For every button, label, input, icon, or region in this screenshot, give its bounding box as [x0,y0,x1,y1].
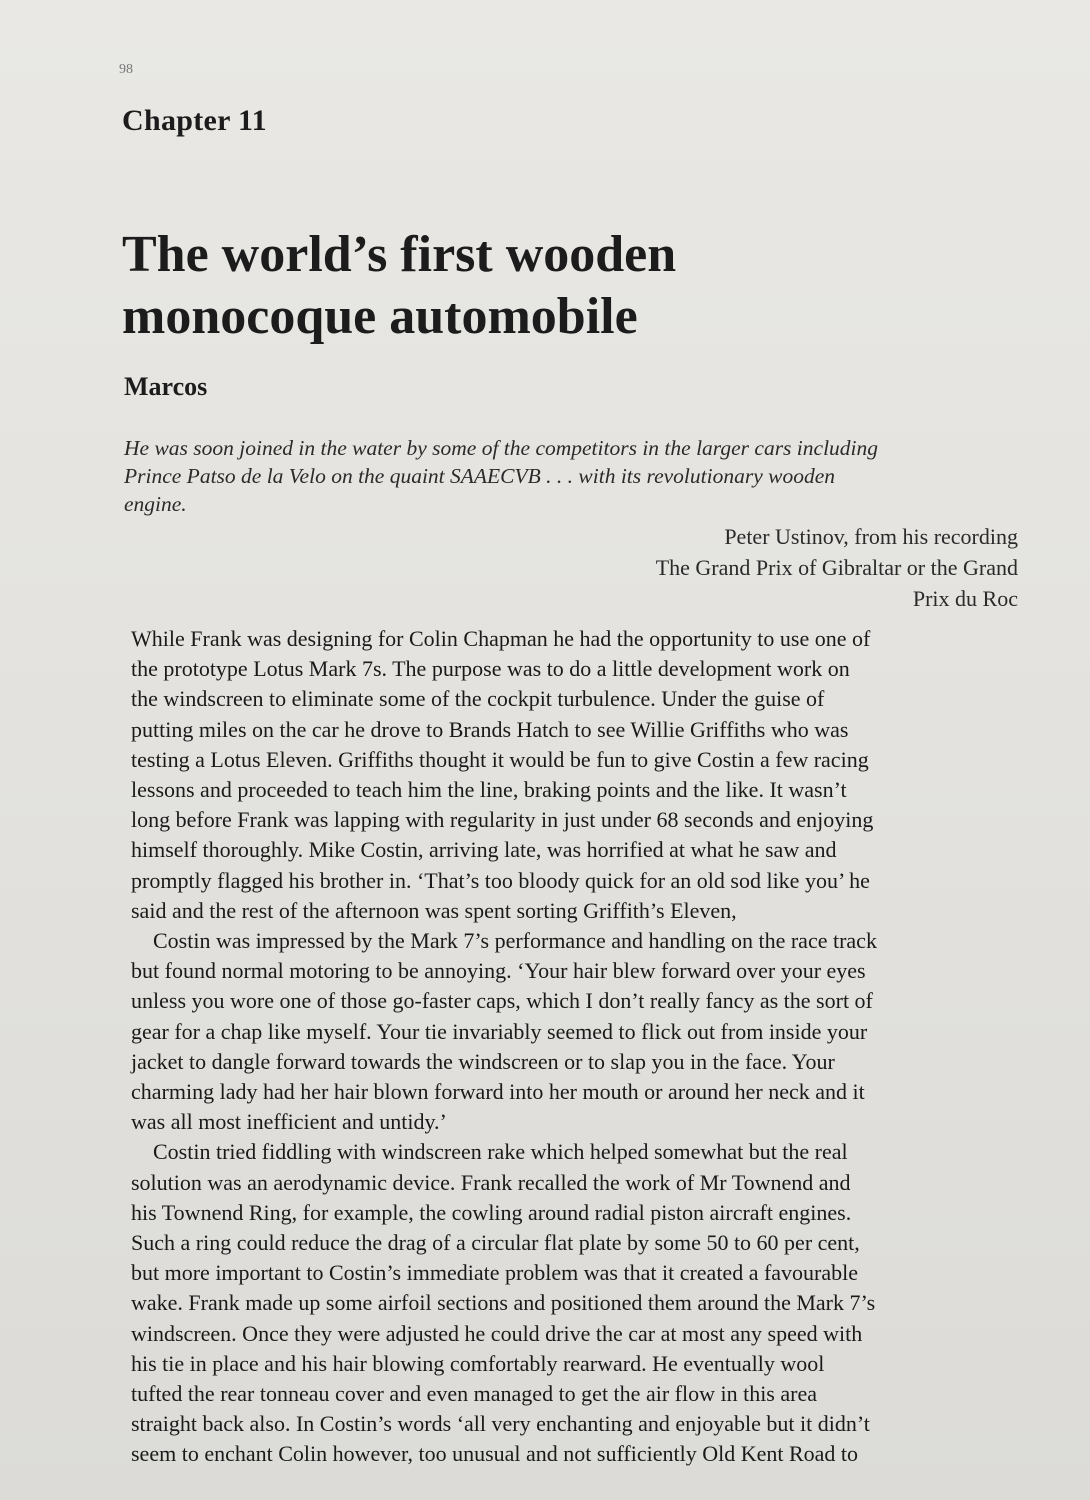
text-line: Costin was impressed by the Mark 7’s performance and handling on the race track [153,928,877,954]
text-line: but more important to Costin’s immediate problem was that it created a favourable [131,1260,859,1286]
text-line: testing a Lotus Eleven. Griffiths thought it would be fun to give Costin a few racing [131,746,869,772]
epigraph-attribution [656,521,1018,614]
text-line: seem to enchant Colin however, too unusual and not sufficiently Old Kent Road to [131,1441,859,1467]
text-line: promptly flagged his brother in. ‘That’s too bloody quick for an old sod like you’ he [131,867,870,893]
text-line: charming lady had her hair blown forward into her mouth or around her neck and it [131,1079,865,1105]
epigraph [124,434,1024,518]
body-text [131,624,1031,1470]
epigraph-line: Prince Patso de la Velo on the quaint SAAECVB . . . with its revolutionary wooden [124,464,836,488]
text-line: unless you wore one of those go-faster caps, which I don’t really fancy as the sort of [131,988,873,1014]
text-line: While Frank was designing for Colin Chapman he had the opportunity to use one of [131,626,871,651]
text-line: long before Frank was lapping with regularity in just under 68 seconds and enjoying [131,807,874,833]
text-line: the windscreen to eliminate some of the cockpit turbulence. Under the guise of [131,686,825,712]
text-line: himself thoroughly. Mike Costin, arriving late, was horrified at what he saw and [131,837,837,863]
paragraph-2 [131,926,1031,1137]
text-line: was all most inefficient and untidy.’ [131,1109,447,1135]
section-name: Marcos [124,372,208,401]
attribution-line: Peter Ustinov, from his recording [724,524,1018,549]
text-line: but found normal motoring to be annoying. ‘Your hair blew forward over your eyes [131,958,866,984]
paragraph-3 [131,1137,1031,1469]
text-line: the prototype Lotus Mark 7s. The purpose was to do a little development work on [131,656,850,682]
paragraph-1 [131,624,1031,926]
text-line: wake. Frank made up some airfoil sections and positioned them around the Mark 7’s [131,1290,876,1316]
attribution-line: Prix du Roc [912,586,1018,611]
epigraph-line: He was soon joined in the water by some of the competitors in the larger cars including [124,436,879,460]
text-line: solution was an aerodynamic device. Frank recalled the work of Mr Townend and [131,1169,851,1195]
text-line: windscreen. Once they were adjusted he could drive the car at most any speed with [131,1320,863,1346]
text-line: Such a ring could reduce the drag of a circular flat plate by some 50 to 60 per cent, [131,1230,860,1256]
attribution-line: The Grand Prix of Gibraltar or the Grand [655,555,1018,580]
chapter-title-line: monocoque automobile [122,288,638,345]
text-line: his tie in place and his hair blowing comfortably rearward. He eventually wool [131,1350,825,1376]
chapter-title-line: The world’s first wooden [122,226,677,283]
text-line: said and the rest of the afternoon was spent sorting Griffith’s Eleven, [131,897,737,923]
page-number: 98 [119,62,133,77]
text-line: gear for a chap like myself. Your tie invariably seemed to flick out from inside your [131,1018,868,1044]
text-line: putting miles on the car he drove to Brands Hatch to see Willie Griffiths who was [131,716,849,742]
text-line: straight back also. In Costin’s words ‘all very enchanting and enjoyable but it didn’t [131,1411,870,1437]
chapter-title [122,224,1022,348]
text-line: tufted the rear tonneau cover and even managed to get the air flow in this area [131,1381,817,1407]
text-line: his Townend Ring, for example, the cowling around radial piston aircraft engines. [131,1199,852,1225]
text-line: lessons and proceeded to teach him the line, braking points and the like. It wasn’t [131,777,847,803]
text-line: jacket to dangle forward towards the windscreen or to slap you in the face. Your [131,1048,835,1074]
text-line: Costin tried fiddling with windscreen rake which helped somewhat but the real [153,1139,848,1165]
chapter-label: Chapter 11 [122,104,267,137]
epigraph-line: engine. [124,492,187,516]
